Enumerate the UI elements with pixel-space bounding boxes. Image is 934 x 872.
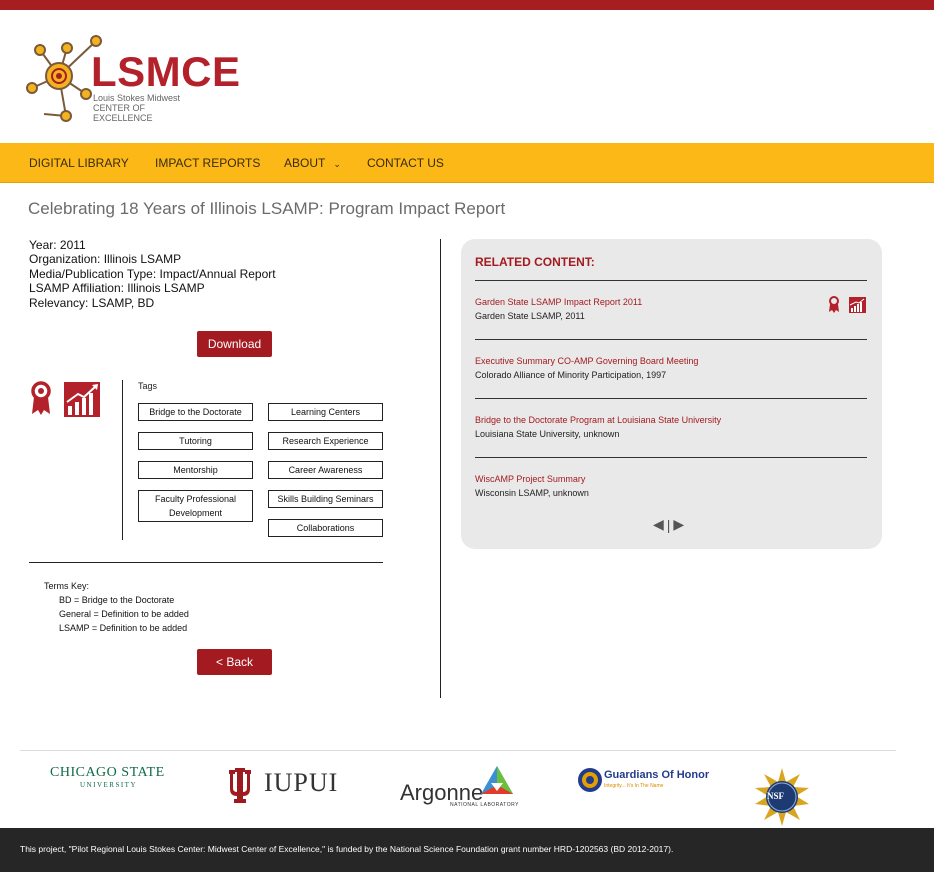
award-ribbon-icon [32,383,50,415]
related-content-title: RELATED CONTENT: [475,255,595,269]
nav-digital-library[interactable]: DIGITAL LIBRARY [29,156,129,170]
logo-subtitle [93,93,203,123]
tag-tutoring[interactable]: Tutoring [138,432,253,450]
terms-heading: Terms Key: [44,581,90,591]
tag-learning-centers[interactable]: Learning Centers [268,403,383,421]
category-icons [30,380,102,425]
meta-media-type: Media/Publication Type: Impact/Annual Report [29,266,276,281]
meta-year: Year: 2011 [29,238,86,252]
tag-bridge-to-the-doctorate[interactable]: Bridge to the Doctorate [138,403,253,421]
argonne-logo[interactable]: Argonne [400,780,484,805]
related-item-subtitle: Garden State LSAMP, 2011 [475,311,585,321]
previous-arrow-icon[interactable]: ◀ [653,516,664,532]
chicago-state-logo[interactable]: CHICAGO STATE [50,765,165,780]
next-arrow-icon[interactable]: ▶ [673,516,685,532]
logo-subtitle-line-1: Louis Stokes Midwest [93,93,181,103]
tags-divider [122,380,123,540]
nsf-logo[interactable]: NSF [767,791,785,801]
related-item-icons [828,296,868,319]
nav-contact-us[interactable]: CONTACT US [367,156,444,170]
award-ribbon-icon [829,297,839,313]
related-divider [475,280,867,281]
related-item-subtitle: Colorado Alliance of Minority Participation, 1997 [475,370,667,380]
tag-career-awareness[interactable]: Career Awareness [268,461,383,479]
column-divider [440,239,441,698]
terms-key [44,579,189,635]
related-item-title[interactable]: Bridge to the Doctorate Program at Louisiana State University [475,415,722,425]
chicago-state-logo-sub: UNIVERSITY [80,781,137,789]
back-button[interactable]: < Back [197,649,272,675]
related-divider [475,398,867,399]
term-item: BD = Bridge to the Doctorate [59,595,175,605]
funding-statement: This project, "Pilot Regional Louis Stokes Center: Midwest Center of Excellence," is funded by the National Science Foundation grant number HRD-1202563 (BD 2012-2017). [20,844,674,854]
nav-about[interactable] [284,156,341,171]
nav-impact-reports[interactable]: IMPACT REPORTS [155,156,261,170]
term-item: General = Definition to be added [59,609,189,619]
tag-faculty-professional-development[interactable]: Faculty Professional Development [138,490,253,522]
argonne-logo-sub: NATIONAL LABORATORY [450,802,519,808]
meta-lsamp-affiliation: LSAMP Affiliation: Illinois LSAMP [29,281,205,296]
related-divider [475,457,867,458]
tag-skills-building-seminars[interactable]: Skills Building Seminars [268,490,383,508]
term-item: LSAMP = Definition to be added [59,623,188,633]
guardians-of-honor-tagline: Integrity... It's In The Name [604,783,664,789]
footer-bar [0,828,934,872]
pager-separator: | [666,516,671,533]
argonne-triangle-icon [480,765,514,800]
related-item-title[interactable]: Garden State LSAMP Impact Report 2011 [475,297,643,307]
bar-chart-growth-icon [849,297,866,313]
nav-about-label: ABOUT [284,156,326,170]
main-nav [0,143,934,183]
guardians-shield-icon [577,767,603,798]
tag-collaborations[interactable]: Collaborations [268,519,383,537]
logo-title: LSMCE [91,48,241,95]
tag-mentorship[interactable]: Mentorship [138,461,253,479]
related-item-title[interactable]: WiscAMP Project Summary [475,474,586,484]
related-pager [653,516,684,533]
top-stripe [0,0,934,10]
download-button[interactable]: Download [197,331,272,357]
related-item-subtitle: Wisconsin LSAMP, unknown [475,488,589,498]
related-item-subtitle: Louisiana State University, unknown [475,429,620,439]
page-title: Celebrating 18 Years of Illinois LSAMP: Program Impact Report [28,199,506,218]
guardians-of-honor-logo[interactable]: Guardians Of Honor [604,769,710,781]
document-metadata [29,238,276,310]
footer-divider [20,750,896,751]
logo-subtitle-line-2: CENTER OF EXCELLENCE [93,103,153,123]
site-logo[interactable] [26,32,241,123]
related-content-panel [461,239,882,549]
tags-label: Tags [138,381,158,391]
related-item-title[interactable]: Executive Summary CO-AMP Governing Board Meeting [475,356,699,366]
chevron-down-icon: ⌄ [333,159,341,169]
meta-organization: Organization: Illinois LSAMP [29,252,182,267]
iu-trident-icon [225,766,255,809]
iupui-logo[interactable]: IUPUI [264,768,339,797]
bar-chart-growth-icon [64,382,100,417]
section-divider [29,562,383,563]
meta-relevancy: Relevancy: LSAMP, BD [29,295,155,310]
related-divider [475,339,867,340]
tag-research-experience[interactable]: Research Experience [268,432,383,450]
